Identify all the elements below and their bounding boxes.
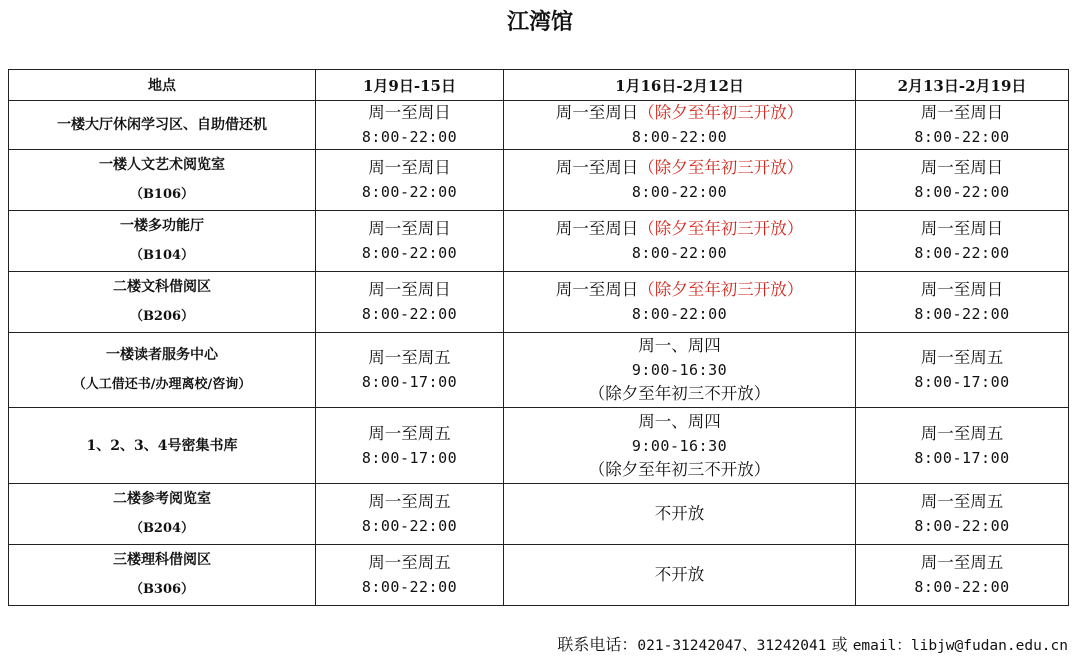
- period-1-cell: [316, 272, 504, 333]
- hours: 8:00-17:00: [361, 373, 458, 391]
- days: 周一至周日: [555, 280, 639, 299]
- hours: 8:00-22:00: [631, 128, 728, 146]
- location-name: 二楼参考阅览室: [113, 491, 211, 507]
- table-row: [9, 484, 1069, 545]
- location-cell: [9, 272, 316, 333]
- period-3-cell: [856, 408, 1069, 484]
- hours: 8:00-22:00: [914, 517, 1010, 535]
- closed-text: 不开放: [654, 565, 705, 584]
- location-name: 一楼人文艺术阅览室: [99, 157, 225, 173]
- period-1-cell: [316, 101, 504, 150]
- period-2-cell: [504, 545, 856, 606]
- days: 周一至周日: [555, 219, 639, 238]
- hours: 8:00-22:00: [914, 578, 1010, 596]
- holiday-closed-note: （除夕至年初三不开放）: [588, 384, 771, 403]
- location-cell: [9, 484, 316, 545]
- days: 周一至周日: [920, 103, 1004, 122]
- table-row: [9, 150, 1069, 211]
- hours: 8:00-22:00: [361, 128, 458, 146]
- location-cell: [9, 333, 316, 408]
- location-code: （B104）: [129, 248, 195, 263]
- period-1-cell: [316, 333, 504, 408]
- period-1-cell: [316, 408, 504, 484]
- hours: 8:00-17:00: [361, 448, 458, 467]
- hours: 8:00-22:00: [361, 244, 458, 262]
- days: 周一、周四: [638, 336, 721, 355]
- location-name: 一楼多功能厅: [120, 218, 204, 234]
- hours: 8:00-22:00: [361, 305, 458, 323]
- contact-info: [557, 634, 1068, 657]
- period-3-cell: [856, 333, 1069, 408]
- days: 周一至周五: [368, 553, 451, 572]
- days: 周一至周五: [920, 423, 1004, 443]
- email-label: email：: [852, 638, 911, 654]
- location-cell: [9, 408, 316, 484]
- period-3-cell: [856, 272, 1069, 333]
- period-3-cell: [856, 545, 1069, 606]
- location-name: 一楼读者服务中心: [106, 347, 218, 363]
- location-cell: [9, 211, 316, 272]
- location-name: 1、2、3、4号密集书库: [86, 437, 238, 454]
- period-2-cell: [504, 101, 856, 150]
- location-name: 一楼大厅休闲学习区、自助借还机: [57, 117, 267, 133]
- page-title: 江湾馆: [506, 9, 573, 35]
- period-2-cell: [504, 272, 856, 333]
- hours: 8:00-22:00: [914, 183, 1010, 201]
- period-2-cell: [504, 150, 856, 211]
- days: 周一至周日: [920, 219, 1004, 238]
- days: 周一至周日: [368, 219, 451, 238]
- period-2-cell: [504, 333, 856, 408]
- holiday-open-note: （除夕至年初三开放）: [638, 280, 804, 299]
- hours: 8:00-22:00: [914, 305, 1010, 323]
- header-location: 地点: [9, 70, 316, 101]
- days: 周一至周五: [368, 492, 451, 511]
- days: 周一至周日: [920, 280, 1004, 299]
- period-1-cell: [316, 545, 504, 606]
- period-1-cell: [316, 484, 504, 545]
- hours: 8:00-17:00: [914, 448, 1010, 467]
- holiday-open-note: （除夕至年初三开放）: [638, 103, 804, 122]
- holiday-open-note: （除夕至年初三开放）: [638, 219, 804, 238]
- hours: 9:00-16:30: [631, 361, 728, 379]
- period-1-cell: [316, 150, 504, 211]
- period-2-cell: [504, 484, 856, 545]
- phone-numbers: 021-31242047、31242041: [637, 638, 827, 654]
- period-3-cell: [856, 150, 1069, 211]
- table-row: [9, 211, 1069, 272]
- location-code: （B206）: [129, 309, 195, 324]
- location-cell: [9, 101, 316, 150]
- table-row: [9, 272, 1069, 333]
- days: 周一至周五: [368, 423, 451, 443]
- days: 周一至周日: [920, 158, 1004, 177]
- days: 周一至周日: [368, 280, 451, 299]
- days: 周一至周五: [920, 553, 1004, 572]
- location-cell: [9, 150, 316, 211]
- schedule-table: [8, 69, 1069, 606]
- days: 周一至周五: [920, 492, 1004, 511]
- hours: 8:00-22:00: [914, 244, 1010, 262]
- location-name: 三楼理科借阅区: [113, 552, 211, 568]
- hours: 8:00-22:00: [361, 578, 458, 596]
- period-1-cell: [316, 211, 504, 272]
- period-2-cell: [504, 211, 856, 272]
- header-period-2: 1月16日-2月12日: [504, 70, 856, 101]
- hours: 8:00-22:00: [631, 244, 728, 262]
- hours: 8:00-22:00: [361, 517, 458, 535]
- hours: 9:00-16:30: [631, 436, 728, 455]
- location-code: （人工借还书/办理离校/咨询）: [72, 377, 252, 392]
- header-period-1: 1月9日-15日: [316, 70, 504, 101]
- days: 周一至周五: [368, 348, 451, 367]
- hours: 8:00-22:00: [914, 128, 1010, 146]
- hours: 8:00-17:00: [914, 373, 1010, 391]
- location-code: （B106）: [129, 187, 195, 202]
- days: 周一至周日: [368, 158, 451, 177]
- location-code: （B306）: [129, 582, 195, 597]
- holiday-open-note: （除夕至年初三开放）: [638, 158, 804, 177]
- location-cell: [9, 545, 316, 606]
- table-header-row: [9, 70, 1069, 101]
- table-row: [9, 408, 1069, 484]
- period-3-cell: [856, 211, 1069, 272]
- period-2-cell: [504, 408, 856, 484]
- location-code: （B204）: [129, 521, 195, 536]
- location-name: 二楼文科借阅区: [113, 279, 211, 295]
- days: 周一至周日: [555, 103, 639, 122]
- hours: 8:00-22:00: [631, 183, 728, 201]
- period-3-cell: [856, 484, 1069, 545]
- days: 周一、周四: [638, 411, 721, 431]
- table-row: [9, 333, 1069, 408]
- holiday-closed-note: （除夕至年初三不开放）: [588, 459, 771, 479]
- contact-label: 联系电话：: [557, 635, 638, 654]
- days: 周一至周日: [368, 103, 451, 122]
- closed-text: 不开放: [654, 504, 705, 523]
- period-3-cell: [856, 101, 1069, 150]
- days: 周一至周五: [920, 348, 1004, 367]
- email-address[interactable]: libjw@fudan.edu.cn: [910, 638, 1068, 654]
- header-period-3: 2月13日-2月19日: [856, 70, 1069, 101]
- table-row: [9, 545, 1069, 606]
- table-row: [9, 101, 1069, 150]
- hours: 8:00-22:00: [631, 305, 728, 323]
- days: 周一至周日: [555, 158, 639, 177]
- hours: 8:00-22:00: [361, 183, 458, 201]
- contact-or: 或: [826, 635, 853, 654]
